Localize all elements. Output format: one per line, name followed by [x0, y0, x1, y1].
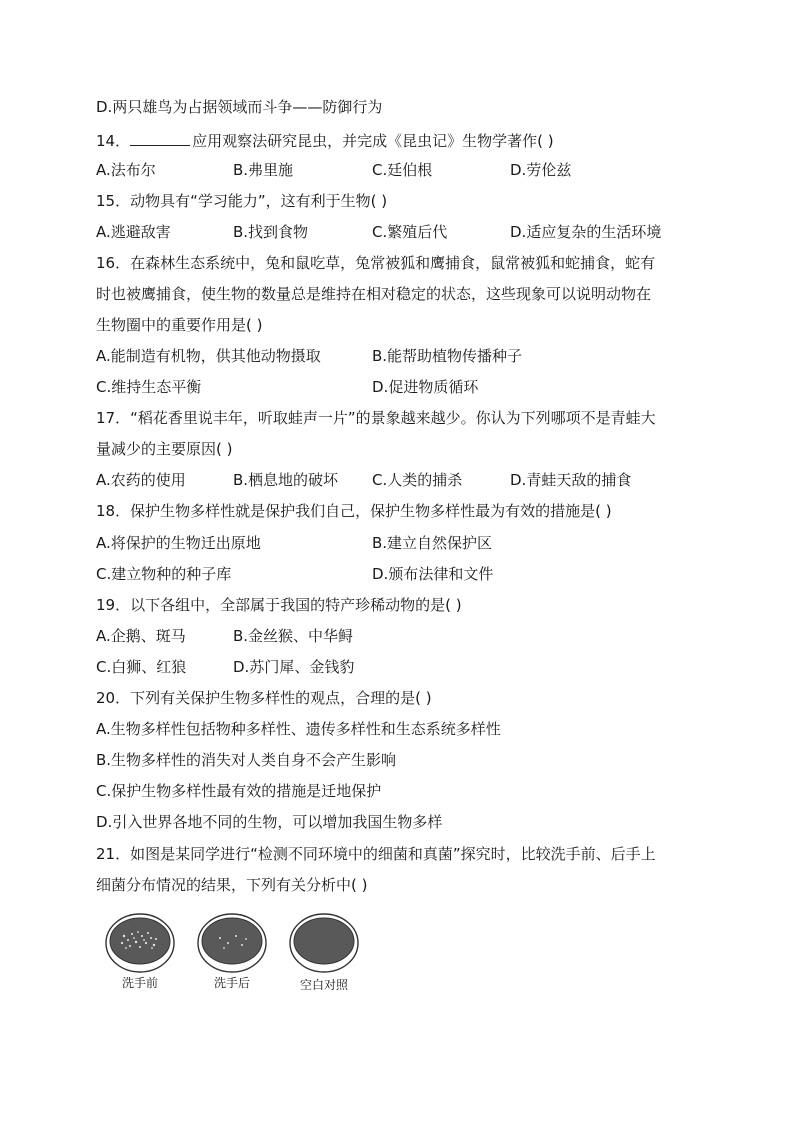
- q19-option-c: C.白狮、红狼: [96, 658, 187, 676]
- q14-option-c: C.廷伯根: [372, 161, 433, 179]
- q17-option-d: D.青蛙天敌的捕食: [510, 471, 632, 489]
- q14-blank: [130, 130, 190, 146]
- q13-option-d: D.两只雄鸟为占据领域而斗争——防御行为: [96, 98, 383, 116]
- q15-option-d: D.适应复杂的生活环境: [510, 223, 662, 241]
- petri-dish-figure: [96, 912, 396, 1002]
- q19-option-d: D.苏门犀、金钱豹: [233, 658, 355, 676]
- q15-option-b: B.找到食物: [233, 223, 309, 241]
- q14-option-a: A.法布尔: [96, 161, 156, 179]
- q18-option-d: D.颁布法律和文件: [372, 565, 494, 583]
- q20-stem: 20．下列有关保护生物多样性的观点，合理的是( ): [96, 689, 432, 707]
- q14-option-d: D.劳伦兹: [510, 161, 572, 179]
- q19-option-b: B.金丝猴、中华鲟: [233, 627, 354, 645]
- q18-option-a: A.将保护的生物迁出原地: [96, 534, 261, 552]
- petri-dish-before-washing: [106, 914, 174, 972]
- q20-option-b: B.生物多样性的消失对人类自身不会产生影响: [96, 751, 397, 769]
- q21-stem-line-2: 细菌分布情况的结果，下列有关分析中( ): [96, 876, 368, 894]
- petri-dishes-illustration: [96, 912, 396, 976]
- q17-stem-line-2: 量减少的主要原因( ): [96, 440, 233, 458]
- q14-stem: [96, 130, 554, 151]
- q17-option-b: B.栖息地的破坏: [233, 471, 339, 489]
- q19-option-a: A.企鹅、斑马: [96, 627, 186, 645]
- q16-option-a: A.能制造有机物，供其他动物摄取: [96, 347, 321, 365]
- q20-option-a: A.生物多样性包括物种多样性、遗传多样性和生态系统多样性: [96, 720, 501, 738]
- q18-option-b: B.建立自然保护区: [372, 534, 493, 552]
- q20-option-d: D.引入世界各地不同的生物，可以增加我国生物多样: [96, 813, 443, 831]
- q15-stem: 15．动物具有“学习能力”，这有利于生物( ): [96, 192, 388, 210]
- q15-option-a: A.逃避敌害: [96, 223, 171, 241]
- q21-stem-line-1: 21．如图是某同学进行“检测不同环境中的细菌和真菌”探究时，比较洗手前、后手上: [96, 845, 656, 863]
- label-before-washing: 洗手前: [121, 976, 158, 990]
- q16-option-d: D.促进物质循环: [372, 378, 479, 396]
- q16-stem-line-1: 16．在森林生态系统中，兔和鼠吃草，兔常被狐和鹰捕食，鼠常被狐和蛇捕食，蛇有: [96, 254, 656, 272]
- q17-option-a: A.农药的使用: [96, 471, 186, 489]
- q14-stem-text: 应用观察法研究昆虫，并完成《昆虫记》生物学著作( ): [192, 132, 554, 150]
- label-blank-control: 空白对照: [299, 978, 348, 992]
- q17-option-c: C.人类的捕杀: [372, 471, 463, 489]
- q16-option-b: B.能帮助植物传播种子: [372, 347, 523, 365]
- label-after-washing: 洗手后: [213, 976, 250, 990]
- q19-stem: 19．以下各组中，全部属于我国的特产珍稀动物的是( ): [96, 596, 462, 614]
- petri-dish-blank-control: [290, 914, 358, 972]
- q18-stem: 18．保护生物多样性就是保护我们自己，保护生物多样性最为有效的措施是( ): [96, 502, 612, 520]
- q18-option-c: C.建立物种的种子库: [96, 565, 232, 583]
- petri-dish-after-washing: [198, 914, 266, 972]
- q15-option-c: C.繁殖后代: [372, 223, 448, 241]
- q16-stem-line-3: 生物圈中的重要作用是( ): [96, 316, 263, 334]
- q20-option-c: C.保护生物多样性最有效的措施是迁地保护: [96, 782, 382, 800]
- q14-number: 14．: [96, 132, 131, 150]
- q16-stem-line-2: 时也被鹰捕食，使生物的数量总是维持在相对稳定的状态，这些现象可以说明动物在: [96, 285, 652, 303]
- q16-option-c: C.维持生态平衡: [96, 378, 202, 396]
- q14-option-b: B.弗里施: [233, 161, 294, 179]
- q17-stem-line-1: 17．“稻花香里说丰年，听取蛙声一片”的景象越来越少。你认为下列哪项不是青蛙大: [96, 409, 656, 427]
